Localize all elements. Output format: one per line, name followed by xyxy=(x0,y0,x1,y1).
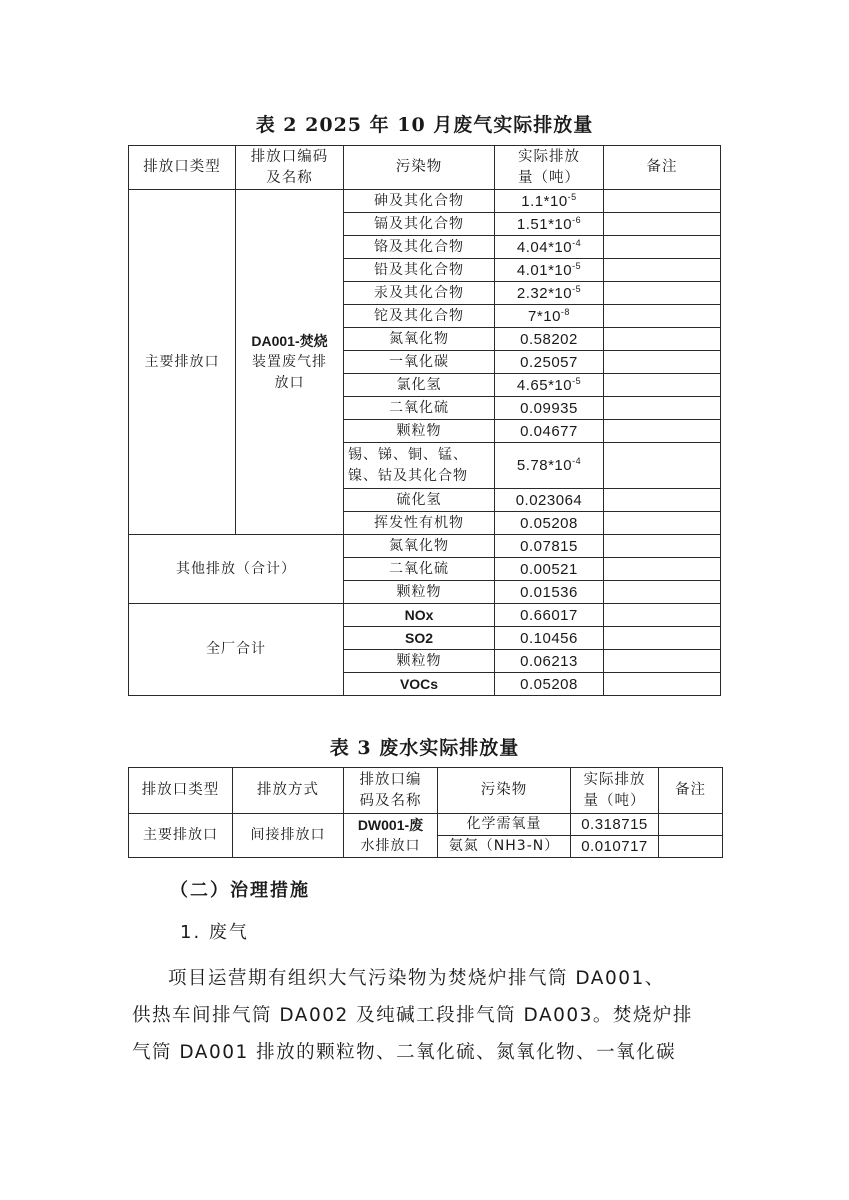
pollutant-cell: NOx xyxy=(344,604,495,627)
paragraph-line xyxy=(132,960,732,997)
pollutant-cell: 化学需氧量 xyxy=(438,814,571,836)
note-cell xyxy=(604,558,721,581)
amount-value: 5.78*10 xyxy=(516,457,573,474)
note-cell xyxy=(604,259,721,282)
pollutant-line: 锡、锑、铜、锰、 xyxy=(348,446,468,463)
discharge-method-cell: 间接排放口 xyxy=(233,814,344,858)
amount-cell xyxy=(495,443,604,489)
note-cell xyxy=(604,328,721,351)
outlet-type-cell: 主要排放口 xyxy=(129,814,233,858)
outlet-type-cell: 主要排放口 xyxy=(129,190,236,535)
note-cell xyxy=(604,305,721,328)
note-cell xyxy=(659,814,723,836)
outlet-code-line1: DW001-废 xyxy=(357,816,424,833)
outlet-code-line: DA001-焚烧 xyxy=(251,332,328,349)
pollutant-cell: 砷及其化合物 xyxy=(344,190,495,213)
note-cell xyxy=(604,282,721,305)
table3-caption: 表 3 废水实际排放量 xyxy=(329,737,520,759)
header-amount-line2: 量（吨） xyxy=(518,169,580,186)
amount-value: 0.25057 xyxy=(520,353,578,371)
amount-cell xyxy=(495,420,604,443)
pollutant-cell: 二氧化硫 xyxy=(344,397,495,420)
amount-cell xyxy=(495,236,604,259)
pollutant-cell: 一氧化碳 xyxy=(344,351,495,374)
amount-value: 4.65*10 xyxy=(516,376,573,394)
pollutant-cell xyxy=(344,443,495,489)
table2-exhaust-emissions xyxy=(128,145,721,696)
table3-header-row xyxy=(129,768,723,814)
amount-value: 4.04*10 xyxy=(516,238,573,256)
amount-cell xyxy=(495,374,604,397)
body-paragraph xyxy=(132,960,732,1071)
header-outlet-code xyxy=(236,146,344,190)
note-cell xyxy=(604,236,721,259)
amount-cell: 0.00521 xyxy=(495,558,604,581)
header-amount-line1: 实际排放 xyxy=(583,771,646,788)
section-heading: （二）治理措施 xyxy=(170,880,310,901)
pollutant-line: 镍、钴及其化合物 xyxy=(348,467,468,484)
pollutant-cell: 铬及其化合物 xyxy=(344,236,495,259)
amount-value: 7*10 xyxy=(528,307,561,325)
amount-value: 0.023064 xyxy=(515,491,583,509)
amount-exponent: -4 xyxy=(572,237,582,248)
note-cell xyxy=(604,374,721,397)
note-cell xyxy=(604,190,721,213)
pollutant-cell: 镉及其化合物 xyxy=(344,213,495,236)
amount-exponent: -5 xyxy=(572,260,582,271)
pollutant-cell: 挥发性有机物 xyxy=(344,512,495,535)
pollutant-cell: VOCs xyxy=(344,673,495,696)
paragraph-line: 气筒 DA001 排放的颗粒物、二氧化硫、氮氧化物、一氧化碳 xyxy=(132,1042,677,1063)
pollutant-cell: 二氧化硫 xyxy=(344,558,495,581)
amount-cell xyxy=(495,305,604,328)
pollutant-cell: 颗粒物 xyxy=(344,581,495,604)
header-amount xyxy=(571,768,659,814)
amount-cell xyxy=(495,351,604,374)
amount-value: 1.1*10 xyxy=(521,192,568,210)
note-cell xyxy=(659,836,723,858)
amount-cell xyxy=(495,190,604,213)
header-outlet-type: 排放口类型 xyxy=(129,768,233,814)
pollutant-cell: 铊及其化合物 xyxy=(344,305,495,328)
pollutant-cell: 铅及其化合物 xyxy=(344,259,495,282)
outlet-code-cell xyxy=(344,814,438,858)
note-cell xyxy=(604,489,721,512)
header-amount-line1: 实际排放 xyxy=(518,148,580,165)
other-group-type-cell: 其他排放（合计） xyxy=(129,535,344,604)
header-amount-line2: 量（吨） xyxy=(583,792,646,809)
note-cell xyxy=(604,397,721,420)
amount-value: 0.58202 xyxy=(520,330,578,348)
table2-caption: 表 2 2025 年 10 月废气实际排放量 xyxy=(255,114,594,136)
note-cell xyxy=(604,535,721,558)
amount-cell xyxy=(495,512,604,535)
paragraph-line: 供热车间排气筒 DA002 及纯碱工段排气筒 DA003。焚烧炉排 xyxy=(132,1005,693,1026)
outlet-code-cell xyxy=(236,190,344,535)
amount-exponent: -5 xyxy=(572,283,582,294)
amount-exponent: -6 xyxy=(572,214,582,225)
amount-exponent: -5 xyxy=(567,191,577,202)
outlet-code-line: 装置废气排 xyxy=(252,353,327,370)
pollutant-cell: 颗粒物 xyxy=(344,650,495,673)
table-row xyxy=(129,535,721,558)
table-row xyxy=(129,814,723,836)
pollutant-cell: SO2 xyxy=(344,627,495,650)
amount-cell xyxy=(495,397,604,420)
note-cell xyxy=(604,581,721,604)
amount-value: 0.04677 xyxy=(520,422,578,440)
amount-cell: 0.10456 xyxy=(495,627,604,650)
pollutant-cell: 氯化氢 xyxy=(344,374,495,397)
note-cell xyxy=(604,604,721,627)
amount-value: 0.09935 xyxy=(520,399,578,417)
amount-cell xyxy=(495,282,604,305)
paragraph-line-text: 项目运营期有组织大气污染物为焚烧炉排气筒 DA001、 xyxy=(168,968,665,989)
header-outlet-code-line1: 排放口编 xyxy=(359,771,422,788)
pollutant-cell: 氮氧化物 xyxy=(344,535,495,558)
amount-cell xyxy=(495,328,604,351)
amount-cell: 0.318715 xyxy=(571,814,659,836)
note-cell xyxy=(604,627,721,650)
amount-cell xyxy=(495,259,604,282)
header-pollutant: 污染物 xyxy=(438,768,571,814)
table2-header-row xyxy=(129,146,721,190)
amount-cell: 0.05208 xyxy=(495,673,604,696)
amount-cell: 0.66017 xyxy=(495,604,604,627)
table3-wastewater-emissions xyxy=(128,767,723,858)
header-outlet-code xyxy=(344,768,438,814)
amount-cell xyxy=(495,213,604,236)
amount-cell: 0.07815 xyxy=(495,535,604,558)
header-amount xyxy=(495,146,604,190)
pollutant-cell: 氨氮（NH3-N） xyxy=(438,836,571,858)
pollutant-cell: 硫化氢 xyxy=(344,489,495,512)
table-row xyxy=(129,190,721,213)
amount-cell: 0.01536 xyxy=(495,581,604,604)
amount-exponent: -5 xyxy=(572,375,582,386)
amount-value: 0.05208 xyxy=(520,514,578,532)
total-group-type-cell: 全厂合计 xyxy=(129,604,344,696)
amount-cell xyxy=(495,489,604,512)
header-note: 备注 xyxy=(604,146,721,190)
header-outlet-code-line2: 及名称 xyxy=(266,169,313,186)
table-row xyxy=(129,604,721,627)
note-cell xyxy=(604,213,721,236)
amount-exponent: -4 xyxy=(572,456,582,466)
outlet-code-line2: 水排放口 xyxy=(360,837,421,854)
outlet-code-line: 放口 xyxy=(274,374,305,391)
amount-value: 1.51*10 xyxy=(516,215,573,233)
note-cell xyxy=(604,650,721,673)
amount-value: 4.01*10 xyxy=(516,261,573,279)
section-subheading: 1. 废气 xyxy=(180,922,249,943)
amount-exponent: -8 xyxy=(560,306,570,317)
pollutant-cell: 汞及其化合物 xyxy=(344,282,495,305)
pollutant-cell: 氮氧化物 xyxy=(344,328,495,351)
note-cell xyxy=(604,512,721,535)
amount-value: 2.32*10 xyxy=(516,284,573,302)
header-discharge-method: 排放方式 xyxy=(233,768,344,814)
header-pollutant: 污染物 xyxy=(344,146,495,190)
header-outlet-code-line1: 排放口编码 xyxy=(250,148,329,165)
note-cell xyxy=(604,443,721,489)
header-outlet-type: 排放口类型 xyxy=(129,146,236,190)
note-cell xyxy=(604,673,721,696)
amount-cell: 0.06213 xyxy=(495,650,604,673)
header-outlet-code-line2: 码及名称 xyxy=(359,792,422,809)
amount-cell: 0.010717 xyxy=(571,836,659,858)
header-note: 备注 xyxy=(659,768,723,814)
pollutant-cell: 颗粒物 xyxy=(344,420,495,443)
note-cell xyxy=(604,420,721,443)
note-cell xyxy=(604,351,721,374)
